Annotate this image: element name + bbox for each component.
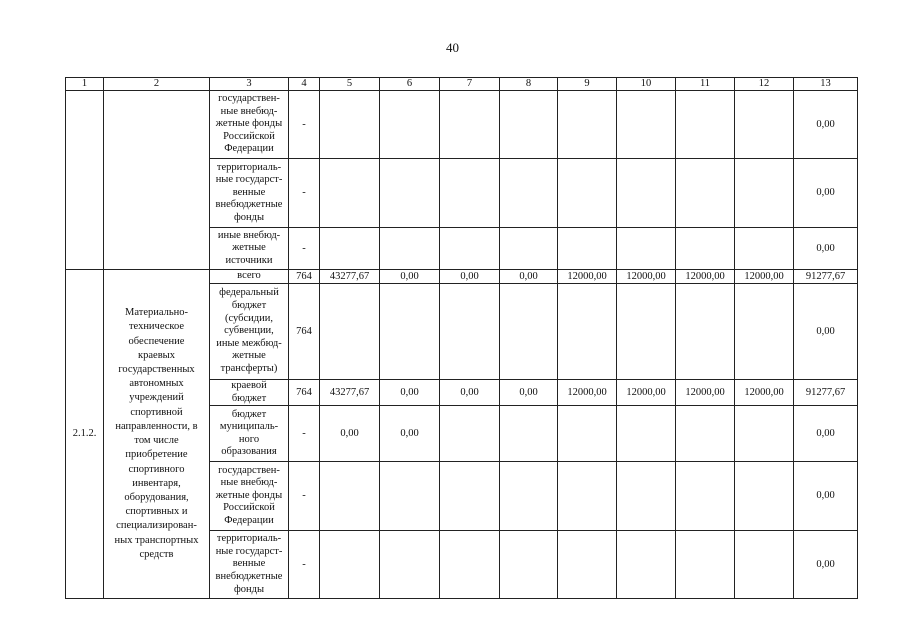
source-cell: бюджет муниципаль- ного образования (210, 406, 289, 462)
cell-total: 0,00 (794, 406, 858, 462)
source-cell: иные внебюд- жетные источники (210, 228, 289, 270)
column-header: 4 (289, 78, 320, 91)
cell-total: 0,00 (794, 91, 858, 159)
cell-col11: 12000,00 (676, 380, 735, 406)
cell-col7: 0,00 (440, 380, 500, 406)
column-header: 8 (500, 78, 558, 91)
source-cell: краевой бюджет (210, 380, 289, 406)
column-header: 7 (440, 78, 500, 91)
cell-col4: 764 (289, 380, 320, 406)
item-name: Материально- техническое обеспечение краевых государственных автономных учреждений спортивной направленности, в том числе приобретение спортивного инвентаря, оборудования, спортивных и специализирован- ных транспортных средств (104, 270, 210, 599)
column-header: 1 (66, 78, 104, 91)
column-header: 5 (320, 78, 380, 91)
cell-col9: 12000,00 (558, 380, 617, 406)
cell-col4: - (289, 531, 320, 599)
cell-col8: 0,00 (500, 270, 558, 284)
cell-col5: 43277,67 (320, 270, 380, 284)
source-cell: федеральный бюджет (субсидии, субвенции, иные межбюд- жетные трансферты) (210, 284, 289, 380)
cell-total: 91277,67 (794, 380, 858, 406)
cell-col5: 43277,67 (320, 380, 380, 406)
column-header: 9 (558, 78, 617, 91)
source-cell: всего (210, 270, 289, 284)
cell-total: 91277,67 (794, 270, 858, 284)
column-header: 12 (735, 78, 794, 91)
column-header: 6 (380, 78, 440, 91)
cell-col6: 0,00 (380, 270, 440, 284)
table-row (66, 270, 858, 284)
cell-col11: 12000,00 (676, 270, 735, 284)
cell-col9: 12000,00 (558, 270, 617, 284)
source-cell: государствен- ные внебюд- жетные фонды Российской Федерации (210, 462, 289, 531)
cell-col4: - (289, 462, 320, 531)
cell-total: 0,00 (794, 284, 858, 380)
item-code: 2.1.2. (66, 270, 104, 599)
cell-col12: 12000,00 (735, 380, 794, 406)
column-header: 3 (210, 78, 289, 91)
cell-col5: 0,00 (320, 406, 380, 462)
page-number: 40 (446, 40, 459, 55)
cell-col10: 12000,00 (617, 380, 676, 406)
source-cell: территориаль- ные государст- венные внебюджетные фонды (210, 159, 289, 228)
cell-col10: 12000,00 (617, 270, 676, 284)
cell-col4: - (289, 91, 320, 159)
cell-total: 0,00 (794, 228, 858, 270)
cell-total: 0,00 (794, 531, 858, 599)
cell-col4: - (289, 406, 320, 462)
cell-col7: 0,00 (440, 270, 500, 284)
table-row (66, 91, 858, 159)
source-cell: территориаль- ные государст- венные внебюджетные фонды (210, 531, 289, 599)
cell-col4: 764 (289, 284, 320, 380)
cell-col4: 764 (289, 270, 320, 284)
budget-table (65, 77, 858, 599)
cell-col6: 0,00 (380, 406, 440, 462)
cell-col12: 12000,00 (735, 270, 794, 284)
name-cell (104, 91, 210, 270)
cell-col4: - (289, 159, 320, 228)
column-header-row (66, 78, 858, 91)
column-header: 2 (104, 78, 210, 91)
source-cell: государствен- ные внебюд- жетные фонды Российской Федерации (210, 91, 289, 159)
code-cell (66, 91, 104, 270)
cell-col6: 0,00 (380, 380, 440, 406)
column-header: 10 (617, 78, 676, 91)
cell-col8: 0,00 (500, 380, 558, 406)
cell-col4: - (289, 228, 320, 270)
cell-total: 0,00 (794, 462, 858, 531)
column-header: 13 (794, 78, 858, 91)
cell-total: 0,00 (794, 159, 858, 228)
column-header: 11 (676, 78, 735, 91)
